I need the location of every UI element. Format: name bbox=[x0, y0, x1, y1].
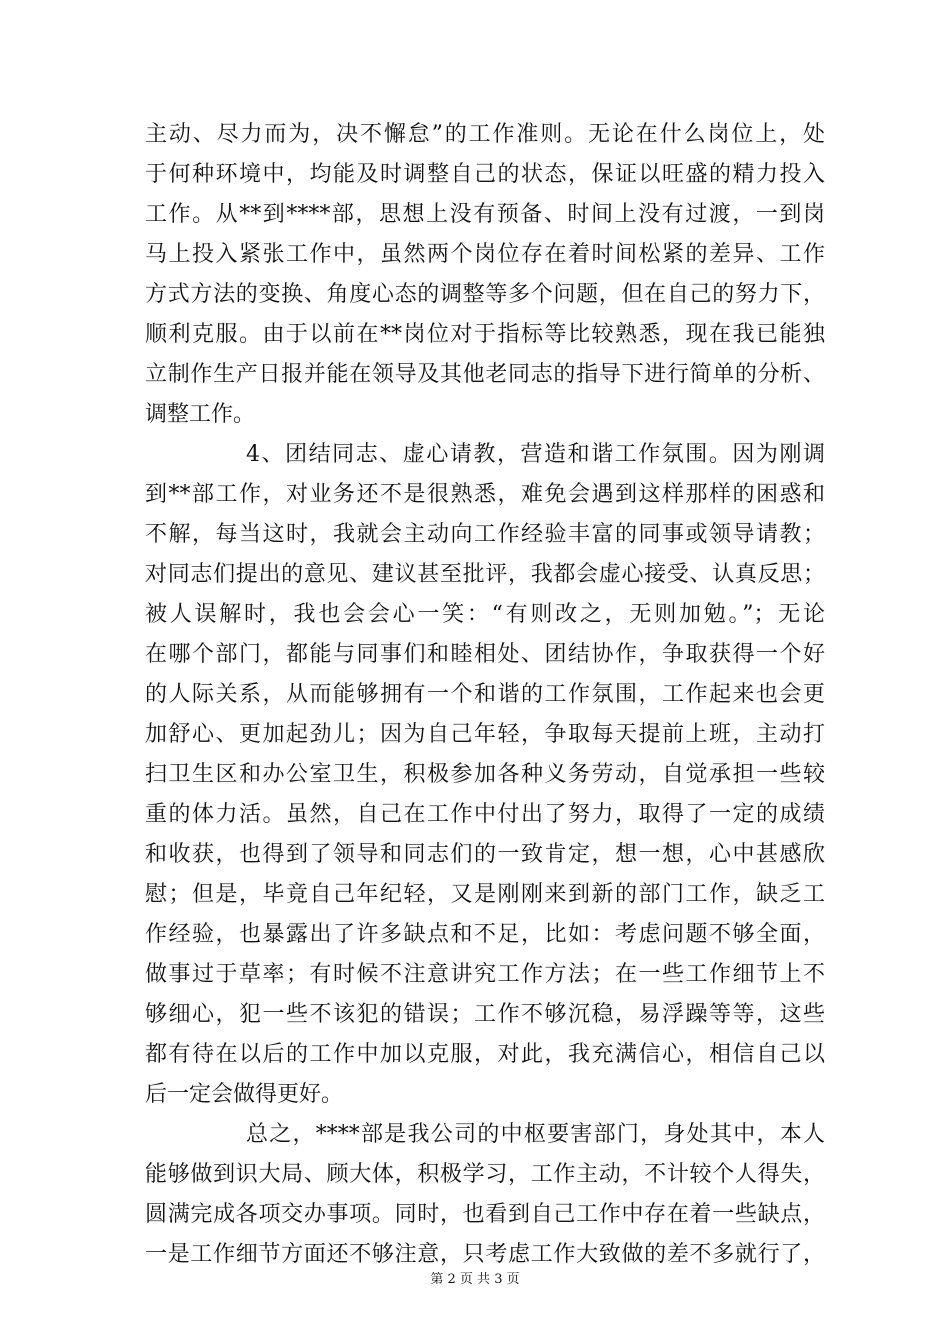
text-line: 不解，每当这时，我就会主动向工作经验丰富的同事或领导请教； bbox=[145, 522, 825, 547]
text-line: 圆满完成各项交办事项。同时，也看到自己工作中存在着一些缺点， bbox=[145, 1202, 825, 1227]
text-line: 在哪个部门，都能与同事们和睦相处、团结协作，争取获得一个好 bbox=[145, 642, 825, 667]
text-line: 立制作生产日报并能在领导及其他老同志的指导下进行简单的分析、 bbox=[145, 362, 825, 387]
text-line: 作经验，也暴露出了许多缺点和不足，比如：考虑问题不够全面， bbox=[145, 922, 825, 947]
text-line: 工作。从**到****部，思想上没有预备、时间上没有过渡，一到岗 bbox=[145, 202, 825, 227]
text-line: 被人误解时，我也会会心一笑：“有则改之，无则加勉。”；无论 bbox=[145, 602, 825, 627]
text-line: 主动、尽力而为，决不懈怠”的工作准则。无论在什么岗位上，处 bbox=[145, 122, 825, 147]
text-line: 调整工作。 bbox=[145, 402, 256, 427]
text-line: 加舒心、更加起劲儿；因为自己年轻，争取每天提前上班，主动打 bbox=[145, 722, 825, 747]
text-line: 顺利克服。由于以前在**岗位对于指标等比较熟悉，现在我已能独 bbox=[145, 322, 825, 347]
text-line: 和收获，也得到了领导和同志们的一致肯定，想一想，心中甚感欣 bbox=[145, 842, 825, 867]
text-line: 于何种环境中，均能及时调整自己的状态，保证以旺盛的精力投入 bbox=[145, 162, 825, 187]
text-line: 的人际关系，从而能够拥有一个和谐的工作氛围，工作起来也会更 bbox=[145, 682, 825, 707]
text-line: 对同志们提出的意见、建议甚至批评，我都会虚心接受、认真反思； bbox=[145, 562, 825, 587]
text-line: 重的体力活。虽然，自己在工作中付出了努力，取得了一定的成绩 bbox=[145, 802, 825, 827]
text-line: 做事过于草率；有时候不注意讲究工作方法；在一些工作细节上不 bbox=[145, 962, 825, 987]
text-line: 扫卫生区和办公室卫生，积极参加各种义务劳动，自觉承担一些较 bbox=[145, 762, 825, 787]
text-line: 都有待在以后的工作中加以克服，对此，我充满信心，相信自己以 bbox=[145, 1042, 825, 1067]
text-line: 马上投入紧张工作中，虽然两个岗位存在着时间松紧的差异、工作 bbox=[145, 242, 825, 267]
text-line: 到**部工作，对业务还不是很熟悉，难免会遇到这样那样的困惑和 bbox=[145, 482, 825, 507]
text-line: 慰；但是，毕竟自己年纪轻，又是刚刚来到新的部门工作，缺乏工 bbox=[145, 882, 825, 907]
paragraph-4-first-line: 4、团结同志、虚心请教，营造和谐工作氛围。因为刚调 bbox=[246, 442, 825, 467]
text-line: 能够做到识大局、顾大体，积极学习，工作主动，不计较个人得失， bbox=[145, 1162, 825, 1187]
text-line: 方式方法的变换、角度心态的调整等多个问题，但在自己的努力下， bbox=[145, 282, 825, 307]
paragraph-summary-first-line: 总之，****部是我公司的中枢要害部门，身处其中，本人 bbox=[246, 1122, 825, 1147]
page-footer: 第 2 页 共 3 页 bbox=[430, 1272, 520, 1287]
text-line: 够细心，犯一些不该犯的错误；工作不够沉稳，易浮躁等等，这些 bbox=[145, 1002, 825, 1027]
text-line: 后一定会做得更好。 bbox=[145, 1082, 344, 1107]
text-line: 一是工作细节方面还不够注意，只考虑工作大致做的差不多就行了， bbox=[145, 1242, 825, 1267]
